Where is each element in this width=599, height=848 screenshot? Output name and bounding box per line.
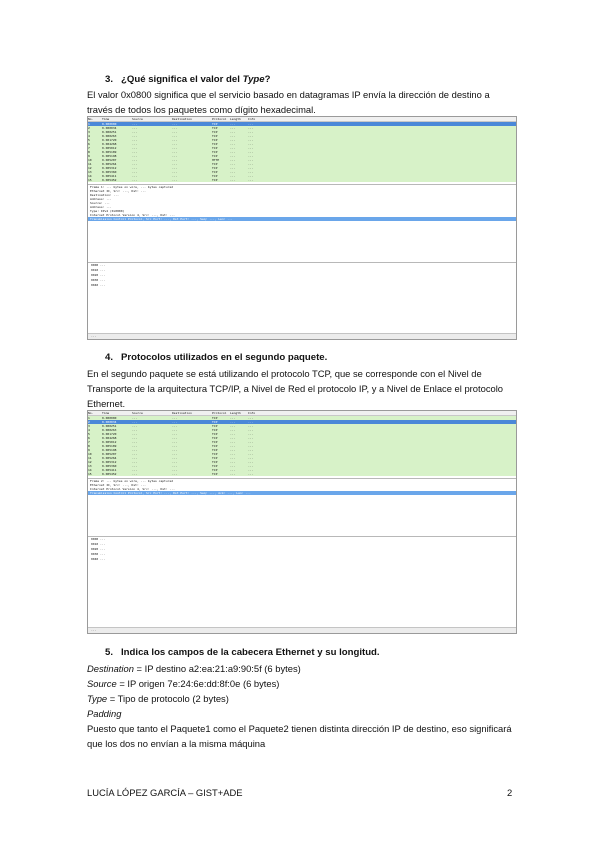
- packet-cell: 0.005264: [102, 456, 117, 460]
- packet-cell: ...: [132, 424, 138, 428]
- packet-cell: ...: [132, 452, 138, 456]
- packet-cell: ...: [230, 420, 236, 424]
- packet-cell: ...: [172, 138, 178, 142]
- packet-cell: ...: [248, 150, 254, 154]
- detail-line[interactable]: Destination: ...: [90, 193, 119, 197]
- packet-cell: ...: [230, 448, 236, 452]
- packet-cell: 2: [88, 126, 90, 130]
- packet-cell: ...: [132, 444, 138, 448]
- packet-cell: ...: [172, 456, 178, 460]
- packet-cell: 4: [88, 428, 90, 432]
- status-bar: ...: [88, 333, 516, 339]
- packet-cell: 5: [88, 432, 90, 436]
- packet-cell: ...: [230, 154, 236, 158]
- packet-cell: ...: [132, 170, 138, 174]
- packet-cell: TCP: [212, 138, 218, 142]
- packet-cell: 0.005198: [102, 154, 117, 158]
- packet-cell: ...: [172, 126, 178, 130]
- packet-row[interactable]: [88, 178, 516, 182]
- packet-cell: TCP: [212, 170, 218, 174]
- detail-line[interactable]: Internet Protocol Version 4, Src: ..., Dst: ...: [90, 487, 175, 491]
- hex-line: 0040 ...: [91, 557, 106, 561]
- packet-cell: 11: [88, 456, 92, 460]
- section-5-body: [87, 661, 517, 751]
- packet-cell: TCP: [212, 146, 218, 150]
- packet-cell: TCP: [212, 126, 218, 130]
- packet-cell: ...: [230, 166, 236, 170]
- packet-cell: TCP: [212, 154, 218, 158]
- packet-cell: ...: [248, 130, 254, 134]
- packet-cell: 0.005312: [102, 166, 117, 170]
- packet-cell: TCP: [212, 122, 218, 126]
- packet-cell: ...: [230, 142, 236, 146]
- packet-cell: TCP: [212, 456, 218, 460]
- packet-cell: ...: [248, 122, 254, 126]
- packet-cell: ...: [132, 162, 138, 166]
- packet-cell: 11: [88, 162, 92, 166]
- packet-cell: ...: [172, 154, 178, 158]
- packet-cell: ...: [230, 174, 236, 178]
- packet-cell: ...: [172, 448, 178, 452]
- packet-cell: ...: [248, 162, 254, 166]
- packet-cell: 1: [88, 416, 90, 420]
- packet-cell: ...: [230, 456, 236, 460]
- packet-cell: 15: [88, 178, 92, 182]
- packet-details-pane: [88, 478, 516, 495]
- packet-cell: ...: [132, 440, 138, 444]
- column-header[interactable]: Length: [230, 117, 241, 121]
- type-label: Type: [87, 693, 108, 704]
- detail-line[interactable]: Address: ...: [90, 197, 112, 201]
- packet-cell: 0.000251: [102, 130, 117, 134]
- packet-cell: ...: [248, 138, 254, 142]
- packet-cell: 3: [88, 130, 90, 134]
- packet-cell: ...: [172, 460, 178, 464]
- hex-line: 0040 ...: [91, 283, 106, 287]
- hex-line: 0030 ...: [91, 278, 106, 282]
- padding-line: [87, 706, 517, 721]
- packet-cell: ...: [248, 174, 254, 178]
- packet-cell: ...: [248, 170, 254, 174]
- packet-cell: ...: [230, 460, 236, 464]
- hex-line: 0020 ...: [91, 273, 106, 277]
- packet-cell: TCP: [212, 460, 218, 464]
- packet-cell: TCP: [212, 166, 218, 170]
- packet-cell: ...: [132, 428, 138, 432]
- packet-cell: TCP: [212, 444, 218, 448]
- packet-cell: 0.005207: [102, 452, 117, 456]
- detail-line[interactable]: Ethernet II, Src: ..., Dst: ...: [90, 483, 146, 487]
- packet-list: [88, 122, 516, 182]
- packet-cell: ...: [172, 130, 178, 134]
- packet-cell: TCP: [212, 130, 218, 134]
- hex-line: 0030 ...: [91, 552, 106, 556]
- packet-cell: 13: [88, 464, 92, 468]
- packet-list: [88, 416, 516, 476]
- packet-cell: ...: [230, 416, 236, 420]
- packet-cell: 15: [88, 472, 92, 476]
- packet-cell: 5: [88, 138, 90, 142]
- column-header[interactable]: Info: [248, 117, 256, 121]
- hex-line: 0000 ...: [91, 263, 106, 267]
- wireshark-capture-1: [87, 116, 517, 340]
- packet-cell: ...: [248, 460, 254, 464]
- column-header[interactable]: Time: [102, 117, 110, 121]
- column-header[interactable]: Time: [102, 411, 110, 415]
- packet-cell: ...: [172, 424, 178, 428]
- type-line: [87, 691, 517, 706]
- packet-cell: ...: [132, 150, 138, 154]
- packet-cell: ...: [248, 444, 254, 448]
- hex-line: 0020 ...: [91, 547, 106, 551]
- section-3-heading-pre: ¿Qué significa el valor del: [121, 74, 243, 85]
- section-3-number: 3.: [105, 74, 114, 85]
- packet-cell: 0.005207: [102, 158, 117, 162]
- packet-cell: TCP: [212, 464, 218, 468]
- packet-cell: 4: [88, 134, 90, 138]
- hex-line: 0010 ...: [91, 268, 106, 272]
- section-4-heading-text: Protocolos utilizados en el segundo paquete.: [121, 352, 328, 363]
- packet-cell: ...: [230, 134, 236, 138]
- packet-cell: ...: [172, 452, 178, 456]
- packet-cell: ...: [230, 436, 236, 440]
- packet-cell: ...: [172, 158, 178, 162]
- section-4-heading: [105, 352, 327, 363]
- packet-cell: 7: [88, 146, 90, 150]
- column-header[interactable]: No.: [88, 411, 94, 415]
- hex-dump-pane: [88, 536, 516, 562]
- detail-line[interactable]: Source: ...: [90, 201, 110, 205]
- packet-cell: ...: [132, 158, 138, 162]
- column-header[interactable]: Length: [230, 411, 241, 415]
- packet-cell: ...: [172, 150, 178, 154]
- section-3-heading-post: ?: [264, 74, 271, 85]
- packet-cell: 0.004268: [102, 142, 117, 146]
- packet-cell: ...: [132, 432, 138, 436]
- packet-cell: ...: [248, 146, 254, 150]
- packet-cell: ...: [132, 126, 138, 130]
- packet-cell: 0.000034: [102, 420, 117, 424]
- status-bar: ...: [88, 627, 516, 633]
- detail-line[interactable]: Ethernet II, Src: ..., Dst: ...: [90, 189, 146, 193]
- section-4-number: 4.: [105, 352, 114, 363]
- packet-cell: TCP: [212, 468, 218, 472]
- conclusion-text: Puesto que tanto el Paquete1 como el Paquete2 tienen distinta dirección IP de destino, eso significará que los dos no envían a la misma máquina: [87, 723, 512, 749]
- packet-cell: ...: [230, 440, 236, 444]
- packet-cell: ...: [230, 428, 236, 432]
- packet-cell: TCP: [212, 174, 218, 178]
- packet-cell: ...: [172, 440, 178, 444]
- packet-cell: 0.001720: [102, 432, 117, 436]
- packet-cell: 0.005189: [102, 444, 117, 448]
- padding-label: Padding: [87, 708, 122, 719]
- packet-cell: TCP: [212, 150, 218, 154]
- column-header[interactable]: Destination: [172, 411, 192, 415]
- packet-cell: 14: [88, 468, 92, 472]
- detail-line[interactable]: Transmission Control Protocol, Src Port: ..., Dst Port: ..., Seq: ..., Ack: ..., Len: ...: [88, 491, 516, 495]
- packet-cell: 3: [88, 424, 90, 428]
- section-3-heading: [105, 74, 271, 85]
- packet-cell: 0.005411: [102, 468, 117, 472]
- packet-cell: ...: [172, 142, 178, 146]
- packet-cell: ...: [132, 122, 138, 126]
- packet-cell: ...: [248, 432, 254, 436]
- packet-cell: ...: [172, 432, 178, 436]
- packet-cell: ...: [248, 452, 254, 456]
- column-header[interactable]: Source: [132, 411, 143, 415]
- packet-cell: 1: [88, 122, 90, 126]
- packet-cell: 0.000263: [102, 428, 117, 432]
- packet-cell: ...: [132, 130, 138, 134]
- packet-cell: ...: [248, 178, 254, 182]
- detail-line[interactable]: Transmission Control Protocol, Src Port: ..., Dst Port: ..., Seq: ..., Len: ...: [88, 217, 516, 221]
- packet-cell: ...: [230, 150, 236, 154]
- packet-cell: 0.005411: [102, 174, 117, 178]
- column-header[interactable]: Protocol: [212, 411, 227, 415]
- packet-cell: ...: [132, 436, 138, 440]
- packet-cell: ...: [230, 178, 236, 182]
- source-label: Source: [87, 678, 117, 689]
- section-5-number: 5.: [105, 647, 114, 658]
- packet-cell: ...: [230, 452, 236, 456]
- packet-cell: ...: [132, 134, 138, 138]
- packet-cell: ...: [230, 472, 236, 476]
- packet-cell: TCP: [212, 162, 218, 166]
- packet-cell: 6: [88, 436, 90, 440]
- packet-cell: ...: [230, 162, 236, 166]
- packet-cell: ...: [248, 154, 254, 158]
- source-text: = IP origen 7e:24:6e:dd:8f:0e (6 bytes): [116, 678, 280, 689]
- packet-cell: HTTP: [212, 158, 220, 162]
- packet-cell: 9: [88, 154, 90, 158]
- packet-cell: ...: [248, 134, 254, 138]
- packet-cell: 0.004268: [102, 436, 117, 440]
- packet-cell: ...: [248, 424, 254, 428]
- packet-cell: ...: [172, 122, 178, 126]
- packet-cell: ...: [230, 424, 236, 428]
- packet-cell: ...: [132, 456, 138, 460]
- packet-cell: 13: [88, 170, 92, 174]
- packet-cell: ...: [230, 170, 236, 174]
- packet-cell: ...: [230, 146, 236, 150]
- hex-line: 0000 ...: [91, 537, 106, 541]
- packet-cell: ...: [132, 174, 138, 178]
- packet-cell: ...: [248, 440, 254, 444]
- packet-cell: 0.000000: [102, 122, 117, 126]
- packet-cell: ...: [172, 468, 178, 472]
- packet-cell: ...: [230, 122, 236, 126]
- packet-cell: TCP: [212, 424, 218, 428]
- packet-cell: ...: [248, 456, 254, 460]
- packet-cell: 0.005012: [102, 146, 117, 150]
- detail-line[interactable]: Frame 1: ... bytes on wire, ... bytes captured: [90, 185, 174, 189]
- section-3-heading-em: Type: [242, 74, 265, 85]
- packet-cell: ...: [230, 464, 236, 468]
- packet-cell: ...: [172, 472, 178, 476]
- column-header[interactable]: Source: [132, 117, 143, 121]
- packet-details-pane: [88, 184, 516, 221]
- packet-cell: ...: [172, 436, 178, 440]
- packet-cell: 9: [88, 448, 90, 452]
- detail-line[interactable]: Type: IPv4 (0x0800): [90, 209, 125, 213]
- packet-cell: ...: [248, 416, 254, 420]
- packet-cell: 0.005360: [102, 170, 117, 174]
- destination-line: [87, 661, 517, 676]
- type-text: = Tipo de protocolo (2 bytes): [107, 693, 229, 704]
- wireshark-capture-2: [87, 410, 517, 634]
- destination-text: = IP destino a2:ea:21:a9:90:5f (6 bytes): [133, 663, 301, 674]
- packet-cell: TCP: [212, 436, 218, 440]
- packet-cell: 0.005360: [102, 464, 117, 468]
- packet-cell: ...: [132, 420, 138, 424]
- packet-cell: ...: [172, 174, 178, 178]
- packet-cell: ...: [248, 436, 254, 440]
- page-number: 2: [507, 787, 513, 798]
- packet-cell: ...: [230, 432, 236, 436]
- packet-cell: 0.005189: [102, 150, 117, 154]
- packet-cell: TCP: [212, 420, 218, 424]
- packet-cell: TCP: [212, 432, 218, 436]
- packet-cell: ...: [248, 158, 254, 162]
- packet-cell: ...: [132, 138, 138, 142]
- packet-cell: ...: [248, 472, 254, 476]
- packet-cell: 6: [88, 142, 90, 146]
- packet-cell: TCP: [212, 178, 218, 182]
- detail-line[interactable]: Address: ...: [90, 205, 112, 209]
- hex-dump-pane: [88, 262, 516, 288]
- section-4-text: En el segundo paquete se está utilizando el protocolo TCP, que se corresponde con el Nivel de Transporte de la arquitectura TCP/IP, a Nivel de Red el protocolo IP, y a Nivel de Enlace el protocolo Ethernet.: [87, 368, 504, 409]
- packet-cell: ...: [132, 146, 138, 150]
- packet-cell: ...: [172, 416, 178, 420]
- packet-cell: ...: [230, 130, 236, 134]
- section-5-heading: [105, 647, 380, 658]
- column-header[interactable]: No.: [88, 117, 94, 121]
- packet-cell: 0.000263: [102, 134, 117, 138]
- packet-cell: ...: [132, 464, 138, 468]
- packet-cell: ...: [248, 428, 254, 432]
- packet-cell: 0.005264: [102, 162, 117, 166]
- packet-cell: ...: [248, 126, 254, 130]
- packet-row[interactable]: [88, 472, 516, 476]
- packet-cell: ...: [172, 134, 178, 138]
- packet-cell: ...: [230, 158, 236, 162]
- packet-cell: ...: [248, 420, 254, 424]
- packet-cell: 0.000251: [102, 424, 117, 428]
- section-5-heading-text: Indica los campos de la cabecera Ethernet y su longitud.: [121, 647, 380, 658]
- packet-cell: 12: [88, 460, 92, 464]
- packet-cell: ...: [230, 444, 236, 448]
- packet-cell: 0.005312: [102, 460, 117, 464]
- packet-cell: 10: [88, 158, 92, 162]
- packet-cell: 0.005198: [102, 448, 117, 452]
- detail-line[interactable]: Internet Protocol Version 4, Src: ..., Dst: ...: [90, 213, 175, 217]
- packet-cell: ...: [248, 468, 254, 472]
- packet-cell: 0.000000: [102, 416, 117, 420]
- packet-cell: 12: [88, 166, 92, 170]
- packet-cell: 0.001720: [102, 138, 117, 142]
- packet-cell: ...: [172, 420, 178, 424]
- packet-cell: ...: [132, 154, 138, 158]
- packet-cell: TCP: [212, 452, 218, 456]
- packet-cell: ...: [172, 464, 178, 468]
- packet-cell: 0.005452: [102, 178, 117, 182]
- packet-cell: ...: [132, 166, 138, 170]
- packet-cell: ...: [248, 464, 254, 468]
- packet-cell: TCP: [212, 428, 218, 432]
- column-header[interactable]: Protocol: [212, 117, 227, 121]
- packet-cell: ...: [230, 468, 236, 472]
- packet-cell: ...: [132, 448, 138, 452]
- packet-cell: ...: [248, 448, 254, 452]
- packet-cell: ...: [172, 444, 178, 448]
- packet-cell: ...: [132, 178, 138, 182]
- packet-cell: TCP: [212, 448, 218, 452]
- packet-cell: ...: [248, 166, 254, 170]
- packet-cell: TCP: [212, 440, 218, 444]
- packet-cell: 8: [88, 150, 90, 154]
- destination-label: Destination: [87, 663, 134, 674]
- packet-cell: 10: [88, 452, 92, 456]
- packet-cell: ...: [132, 416, 138, 420]
- packet-cell: 2: [88, 420, 90, 424]
- packet-cell: 0.000034: [102, 126, 117, 130]
- packet-cell: ...: [132, 468, 138, 472]
- packet-cell: ...: [230, 126, 236, 130]
- packet-cell: 0.005452: [102, 472, 117, 476]
- packet-cell: TCP: [212, 142, 218, 146]
- packet-cell: ...: [132, 460, 138, 464]
- packet-cell: TCP: [212, 472, 218, 476]
- hex-line: 0010 ...: [91, 542, 106, 546]
- source-line: [87, 676, 517, 691]
- packet-cell: 7: [88, 440, 90, 444]
- packet-cell: 0.005012: [102, 440, 117, 444]
- packet-cell: ...: [248, 142, 254, 146]
- column-header[interactable]: Destination: [172, 117, 192, 121]
- packet-cell: TCP: [212, 134, 218, 138]
- packet-cell: ...: [172, 166, 178, 170]
- packet-cell: 14: [88, 174, 92, 178]
- detail-line[interactable]: Frame 2: ... bytes on wire, ... bytes captured: [90, 479, 174, 483]
- footer-author: LUCÍA LÓPEZ GARCÍA – GIST+ADE: [87, 787, 243, 798]
- packet-cell: TCP: [212, 416, 218, 420]
- packet-cell: ...: [230, 138, 236, 142]
- packet-cell: ...: [172, 170, 178, 174]
- packet-cell: ...: [172, 428, 178, 432]
- packet-cell: ...: [172, 162, 178, 166]
- packet-cell: ...: [172, 178, 178, 182]
- packet-cell: 8: [88, 444, 90, 448]
- packet-cell: ...: [132, 142, 138, 146]
- section-3-text: El valor 0x0800 significa que el servicio basado en datagramas IP envía la dirección de destino a través de todos los paquetes como dígito hexadecimal.: [87, 89, 490, 115]
- packet-cell: ...: [132, 472, 138, 476]
- packet-cell: ...: [172, 146, 178, 150]
- column-header[interactable]: Info: [248, 411, 256, 415]
